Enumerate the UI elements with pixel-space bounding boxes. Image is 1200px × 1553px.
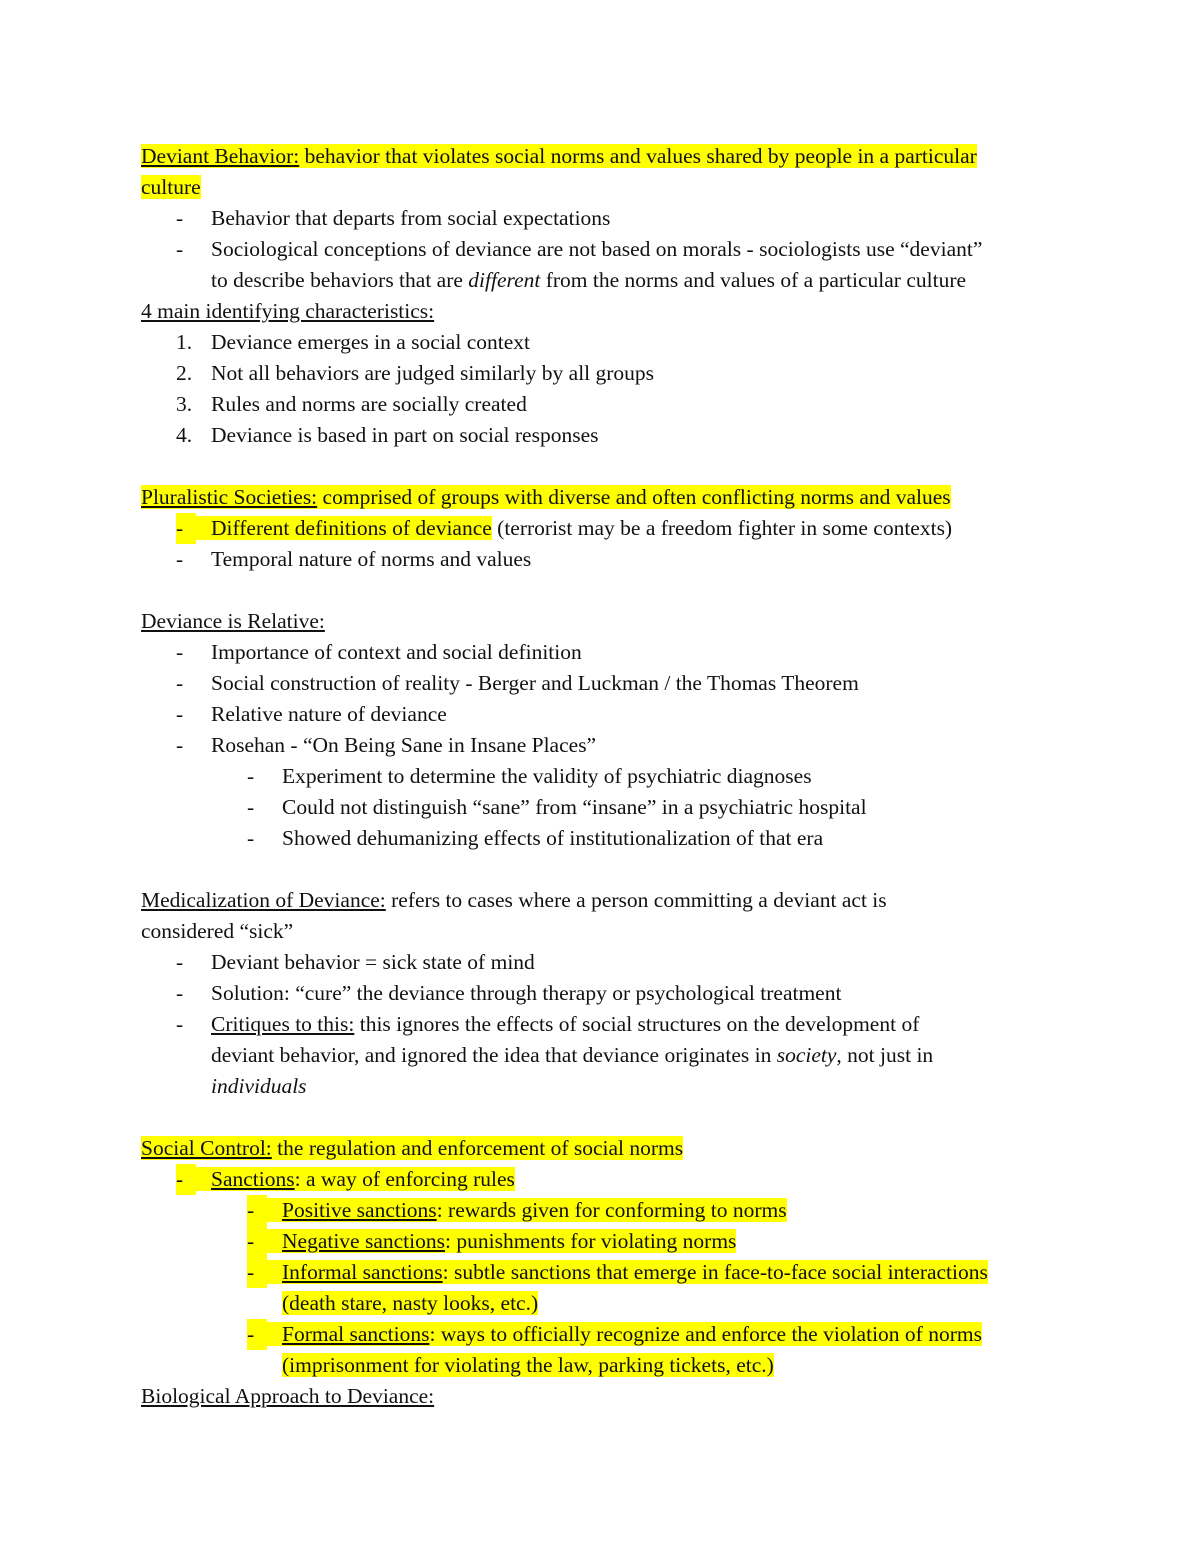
- bullet-text: Deviant behavior = sick state of mind: [211, 950, 535, 974]
- term-deviant-behavior: Deviant Behavior:: [141, 144, 300, 168]
- section-heading-deviance-relative: [141, 606, 1071, 637]
- bullet-text: (death stare, nasty looks, etc.): [282, 1291, 539, 1315]
- italic-word: different: [468, 268, 541, 292]
- bullet-item: [141, 978, 1071, 1009]
- bullet-dash: -: [247, 1195, 267, 1226]
- bullet-item: [141, 730, 1071, 761]
- bullet-text: Showed dehumanizing effects of institutionalization of that era: [282, 826, 824, 850]
- definition-continuation: [141, 172, 1071, 203]
- bullet-continuation: [141, 1071, 1071, 1102]
- sub-bullet-item: [141, 823, 1071, 854]
- italic-word: society: [776, 1043, 837, 1067]
- term-pluralistic-societies: Pluralistic Societies:: [141, 485, 318, 509]
- list-title-text: 4 main identifying characteristics:: [141, 299, 435, 323]
- italic-word: individuals: [211, 1074, 307, 1098]
- section-heading-biological-approach: [141, 1381, 1071, 1412]
- spacer: [141, 575, 1071, 606]
- section-heading-deviant-behavior: [141, 141, 1071, 172]
- numbered-item: [141, 327, 1071, 358]
- bullet-text: : ways to officially recognize and enforce the violation of norms: [429, 1322, 982, 1346]
- sub-bullet-item: [141, 761, 1071, 792]
- term-social-control: Social Control:: [141, 1136, 272, 1160]
- sub-bullet-item: [141, 1195, 1071, 1226]
- section-heading-social-control: [141, 1133, 1071, 1164]
- bullet-dash: -: [176, 640, 184, 664]
- bullet-text: Could not distinguish “sane” from “insane” in a psychiatric hospital: [282, 795, 867, 819]
- bullet-text: : rewards given for conforming to norms: [436, 1198, 787, 1222]
- item-text: Rules and norms are socially created: [211, 392, 527, 416]
- item-text: Not all behaviors are judged similarly by all groups: [211, 361, 655, 385]
- highlighted-text: Different definitions of deviance: [176, 516, 492, 540]
- sub-bullet-item: [141, 1257, 1071, 1288]
- bullet-text: : punishments for violating norms: [445, 1229, 737, 1253]
- bullet-dash: -: [176, 702, 184, 726]
- item-number: 3.: [176, 392, 193, 416]
- bullet-dash: -: [176, 733, 184, 757]
- spacer: [141, 451, 1071, 482]
- definition-text: the regulation and enforcement of social norms: [271, 1136, 684, 1160]
- section-heading-medicalization: [141, 885, 1071, 916]
- bullet-text: to describe behaviors that are: [211, 268, 469, 292]
- bullet-dash: -: [176, 547, 184, 571]
- term-critiques: Critiques to this:: [211, 1012, 355, 1036]
- definition-text: considered “sick”: [141, 919, 294, 943]
- spacer: [141, 1102, 1071, 1133]
- numbered-item: [141, 389, 1071, 420]
- bullet-dash: -: [247, 764, 255, 788]
- bullet-dash: -: [176, 513, 196, 544]
- bullet-continuation: [141, 265, 1071, 296]
- bullet-dash: -: [247, 1257, 267, 1288]
- list-title: [141, 296, 1071, 327]
- term-medicalization-of-deviance: Medicalization of Deviance:: [141, 888, 386, 912]
- bullet-text: Behavior that departs from social expectations: [211, 206, 611, 230]
- bullet-text: , not just in: [836, 1043, 934, 1067]
- sub-bullet-item: [141, 792, 1071, 823]
- bullet-text: Sociological conceptions of deviance are not based on morals - sociologists use “deviant”: [211, 237, 983, 261]
- bullet-dash: -: [247, 1319, 267, 1350]
- bullet-item: [141, 947, 1071, 978]
- bullet-item: [141, 668, 1071, 699]
- numbered-item: [141, 358, 1071, 389]
- term-formal-sanctions: Formal sanctions: [282, 1322, 430, 1346]
- item-text: Deviance emerges in a social context: [211, 330, 530, 354]
- definition-continuation: [141, 916, 1071, 947]
- bullet-text: Importance of context and social definition: [211, 640, 582, 664]
- bullet-item: [141, 1009, 1071, 1040]
- bullet-item: [141, 234, 1071, 265]
- term-informal-sanctions: Informal sanctions: [282, 1260, 443, 1284]
- sub-bullet-continuation: [141, 1288, 1071, 1319]
- definition-text: behavior that violates social norms and values shared by people in a particular: [299, 144, 977, 168]
- bullet-text: : subtle sanctions that emerge in face-to-face social interactions: [442, 1260, 988, 1284]
- sub-bullet-item: [141, 1226, 1071, 1257]
- bullet-item: [141, 203, 1071, 234]
- bullet-dash: -: [176, 671, 184, 695]
- bullet-text: deviant behavior, and ignored the idea that deviance originates in: [211, 1043, 777, 1067]
- bullet-text: (imprisonment for violating the law, parking tickets, etc.): [282, 1353, 774, 1377]
- bullet-dash: -: [176, 206, 184, 230]
- section-heading-pluralistic-societies: [141, 482, 1071, 513]
- item-text: Deviance is based in part on social responses: [211, 423, 599, 447]
- term-deviance-is-relative: Deviance is Relative:: [141, 609, 325, 633]
- numbered-item: [141, 420, 1071, 451]
- bullet-text: Rosehan - “On Being Sane in Insane Places”: [211, 733, 597, 757]
- item-number: 1.: [176, 330, 193, 354]
- item-number: 2.: [176, 361, 193, 385]
- bullet-item: [141, 544, 1071, 575]
- bullet-dash: -: [176, 237, 184, 261]
- bullet-text: Temporal nature of norms and values: [211, 547, 532, 571]
- term-sanctions: Sanctions: [211, 1167, 295, 1191]
- bullet-text: Solution: “cure” the deviance through therapy or psychological treatment: [211, 981, 842, 1005]
- bullet-dash: -: [176, 950, 184, 974]
- bullet-item: [141, 513, 1071, 544]
- bullet-text: from the norms and values of a particular culture: [540, 268, 967, 292]
- bullet-continuation: [141, 1040, 1071, 1071]
- bullet-text: this ignores the effects of social structures on the development of: [354, 1012, 920, 1036]
- term-negative-sanctions: Negative sanctions: [282, 1229, 445, 1253]
- bullet-dash: -: [176, 981, 184, 1005]
- bullet-text: Experiment to determine the validity of psychiatric diagnoses: [282, 764, 812, 788]
- document-page: [141, 141, 1071, 1412]
- bullet-text: (terrorist may be a freedom fighter in some contexts): [491, 516, 953, 540]
- definition-text: refers to cases where a person committing a deviant act is: [385, 888, 887, 912]
- sub-bullet-continuation: [141, 1350, 1071, 1381]
- bullet-item: [141, 699, 1071, 730]
- bullet-dash: -: [247, 1226, 267, 1257]
- bullet-dash: -: [247, 826, 255, 850]
- bullet-dash: -: [176, 1164, 196, 1195]
- bullet-item: [141, 637, 1071, 668]
- bullet-dash: -: [247, 795, 255, 819]
- term-biological-approach: Biological Approach to Deviance:: [141, 1384, 435, 1408]
- bullet-dash: -: [176, 1012, 184, 1036]
- bullet-text: : a way of enforcing rules: [294, 1167, 515, 1191]
- definition-text: culture: [141, 175, 201, 199]
- term-positive-sanctions: Positive sanctions: [282, 1198, 437, 1222]
- definition-text: comprised of groups with diverse and often conflicting norms and values: [317, 485, 951, 509]
- bullet-text: Relative nature of deviance: [211, 702, 447, 726]
- spacer: [141, 854, 1071, 885]
- sub-bullet-item: [141, 1319, 1071, 1350]
- bullet-text: Social construction of reality - Berger and Luckman / the Thomas Theorem: [211, 671, 859, 695]
- bullet-item: [141, 1164, 1071, 1195]
- item-number: 4.: [176, 423, 193, 447]
